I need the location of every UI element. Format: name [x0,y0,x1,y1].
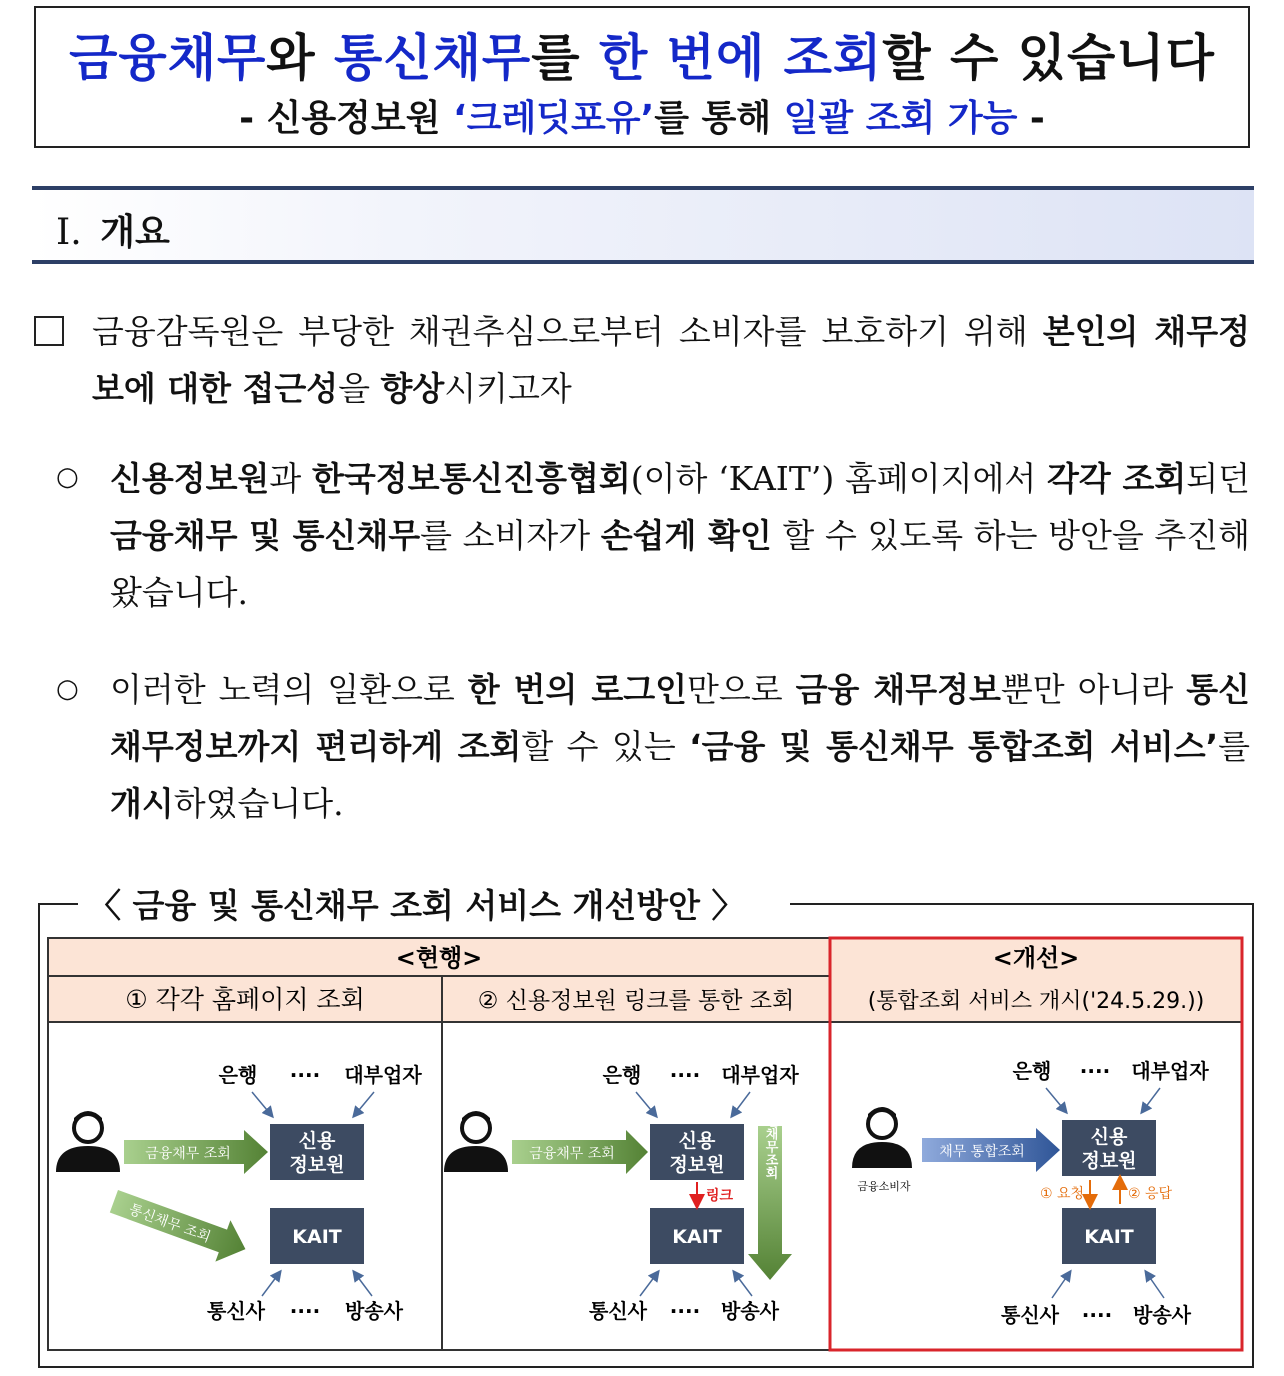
label-broadcaster: 방송사 [345,1299,403,1323]
arrow-tel-label: 통신채무 조회 [126,1201,213,1246]
response-label: ② 응답 [1128,1186,1173,1202]
section-numeral: Ⅰ. [56,212,82,253]
emphasis-text: 신용정보원 [110,459,270,498]
title-line2-segment: - [1017,98,1045,139]
label-consumer: 금융소비자 [857,1180,911,1193]
emphasis-text: 금융채무 및 통신채무 [110,516,421,555]
body-text: 할 수 있도록 하는 방안을 추진해 왔습니다. [110,516,1250,612]
body-text: 하였습니다. [173,784,344,823]
body-text: 금융감독원은 부당한 채권추심으로부터 소비자를 보호하기 위해 [92,312,1043,351]
node-cis-label-2: 정보원 [289,1154,345,1176]
label-lender: 대부업자 [1131,1059,1209,1083]
label-bank: 은행 [218,1063,258,1087]
label-lender: 대부업자 [721,1063,799,1087]
dots: ···· [289,1299,321,1323]
title-line2-segment: 를 통해 [654,98,784,139]
section-heading-text: 개요 [100,212,170,253]
node-kait-label: KAIT [672,1226,722,1248]
emphasis-text: 한국정보통신진흥협회 [312,459,631,498]
label-telecom: 통신사 [589,1299,647,1323]
person-icon [852,1107,912,1168]
emphasis-text: ‘금융 및 통신채무 통합조회 서비스’ [689,727,1219,766]
label-bank: 은행 [602,1063,642,1087]
emphasis-text: 손쉽게 확인 [600,516,772,555]
emphasis-text: 향상 [380,369,445,408]
figure-caption: 〈 금융 및 통신채무 조회 서비스 개선방안 〉 [88,886,745,925]
header-improved: <개선> [992,944,1080,972]
node-cis-label-2: 정보원 [669,1154,725,1176]
emphasis-text: 개시 [110,784,174,823]
header-col2: ② 신용정보원 링크를 통한 조회 [477,988,795,1014]
body-text: 이러한 노력의 일환으로 [110,670,468,709]
dots: ···· [669,1063,701,1087]
body-text: 할 수 있는 [521,727,690,766]
dots: ···· [669,1299,701,1323]
body-text: 를 [1218,727,1250,766]
label-broadcaster: 방송사 [1133,1303,1191,1327]
node-cis-label-2: 정보원 [1081,1150,1137,1172]
arrow-integrated-label: 채무 통합조회 [939,1144,1025,1160]
header-col1: ① 각각 홈페이지 조회 [125,985,365,1014]
title-line1-segment: 와 [266,29,335,87]
emphasis-text: 본인의 채무정보에 대한 접근성 [92,312,1250,408]
emphasis-text: 금융 채무정보 [795,670,1001,709]
label-telecom: 통신사 [207,1299,265,1323]
request-label: ① 요청 [1039,1186,1084,1202]
node-kait-label: KAIT [1084,1226,1134,1248]
bullet-circle-icon: ○ [56,674,79,704]
dots: ···· [1079,1059,1111,1083]
node-cis-label-1: 신용 [1090,1126,1128,1148]
body-text: 을 [338,369,381,408]
label-lender: 대부업자 [344,1063,422,1087]
title-line1-segment: 를 [531,29,599,87]
title-line2-segment: - 신용정보원 [239,98,454,139]
header-col3: (통합조회 서비스 개시('24.5.29.)) [867,989,1205,1014]
body-text: 를 소비자가 [420,516,601,555]
arrow-fin-label: 금융채무 조회 [529,1146,615,1162]
title-line1-segment: 한 번에 조회 [598,29,883,87]
label-telecom: 통신사 [1001,1303,1059,1327]
emphasis-text: 각각 조회 [1046,459,1187,498]
body-text: (이하 ‘KAIT’) 홈페이지에서 [630,459,1047,498]
link-label: 링크 [706,1188,734,1204]
title-line1-segment: 통신채무 [334,29,532,87]
col3-diagram [852,1059,1209,1327]
title-line1-segment: 금융채무 [69,29,267,87]
title-line2-segment: 일괄 조회 가능 [783,98,1018,139]
node-kait-label: KAIT [292,1226,342,1248]
label-bank: 은행 [1012,1059,1052,1083]
arrow-fin-label: 금융채무 조회 [145,1146,231,1162]
body-text: 뿐만 아니라 [1000,670,1187,709]
body-text: 되던 [1186,459,1250,498]
emphasis-text: 통신 채무정보까지 편리하게 조회 [110,670,1251,766]
emphasis-text: 한 번의 로그인 [467,670,687,709]
body-text: 시키고자 [444,369,572,408]
bullet-circle-icon: ○ [56,462,79,492]
dots: ···· [289,1063,321,1087]
label-broadcaster: 방송사 [721,1299,779,1323]
node-cis-label-1: 신용 [298,1130,336,1152]
dots: ···· [1081,1303,1113,1327]
node-cis-label-1: 신용 [678,1130,716,1152]
header-current: <현행> [395,944,483,972]
arrow-tel-vertical-label: 통신채무조회 [762,1101,778,1179]
title-line1-segment: 할 수 있습니다 [882,29,1215,87]
body-text: 만으로 [687,670,796,709]
body-text: 과 [269,459,313,498]
title-line2-segment: ‘크레딧포유’ [453,98,655,139]
